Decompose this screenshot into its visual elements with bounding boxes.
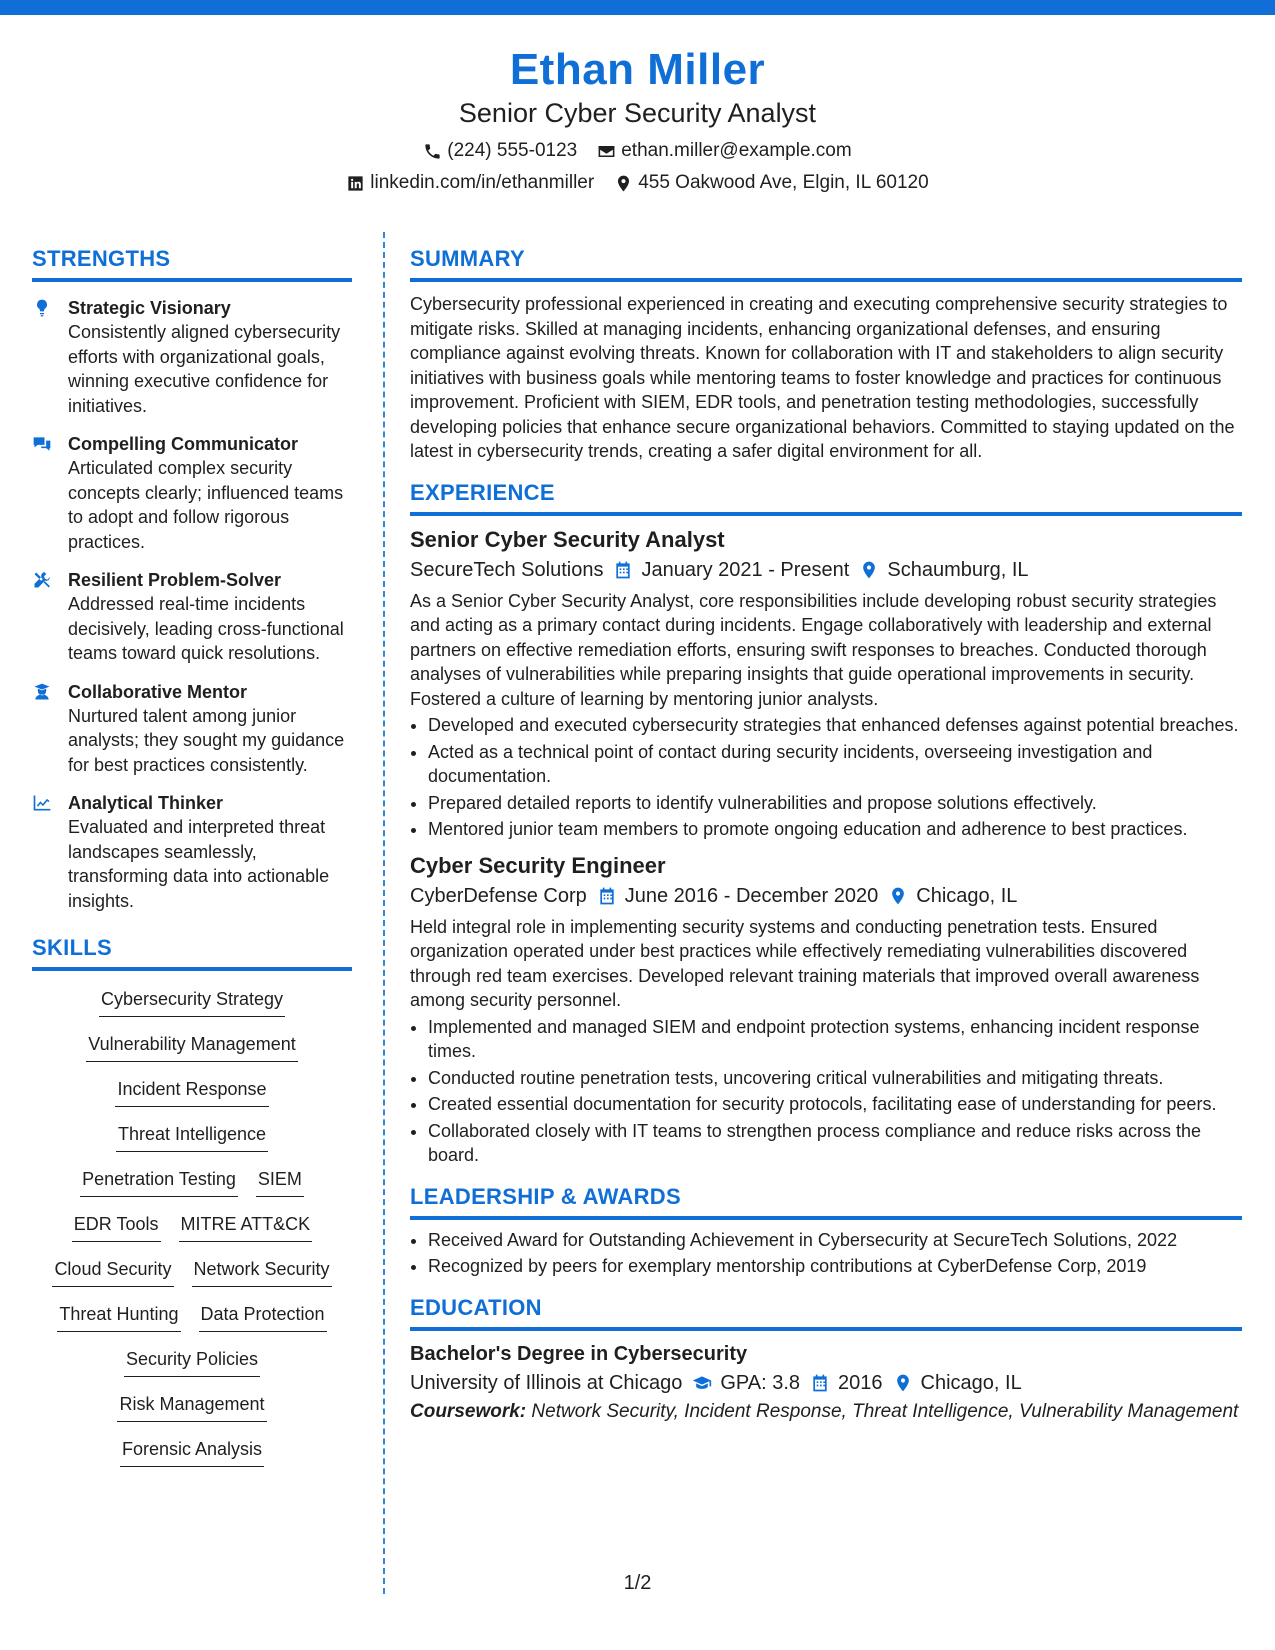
skill-tag: EDR Tools — [72, 1208, 161, 1242]
job-entry — [410, 526, 1242, 842]
list-item: • Developed and executed cybersecurity strategies that enhanced defenses against potential breaches. — [428, 713, 1242, 738]
job-entry — [410, 852, 1242, 1168]
coursework — [410, 1400, 1242, 1425]
job-description: Held integral role in implementing security systems and conducting penetration tests. Ensured organization operated under best practices while effectively remediating vulnerabilities discovered through red team exercises. Developed relevant training materials that improved overall awareness among security personnel. — [410, 916, 1200, 1010]
strength-item — [32, 568, 352, 666]
job-company: CyberDefense Corp — [410, 884, 587, 907]
chat-bubbles-icon — [32, 434, 52, 454]
education-meta — [410, 1370, 1242, 1396]
mentor-icon — [32, 682, 52, 702]
strength-desc: Nurtured talent among junior analysts; they sought my guidance for best practices consistently. — [68, 705, 345, 775]
list-item: • Implemented and managed SIEM and endpoint protection systems, enhancing incident response times. — [428, 1015, 1242, 1064]
candidate-title: Senior Cyber Security Analyst — [458, 98, 817, 128]
degree-title: Bachelor's Degree in Cybersecurity — [410, 1342, 748, 1365]
linkedin-text: linkedin.com/in/ethanmiller — [370, 172, 595, 193]
strength-desc: Consistently aligned cybersecurity efforts with organizational goals, winning executive confidence for initiatives. — [68, 322, 341, 416]
strength-title: Collaborative Mentor — [68, 681, 248, 702]
strength-item — [32, 791, 352, 913]
skills-list — [32, 983, 352, 1478]
email-text: ethan.miller@example.com — [621, 140, 852, 161]
strength-item — [32, 296, 352, 418]
strength-title: Strategic Visionary — [68, 298, 231, 318]
job-location: Schaumburg, IL — [887, 558, 1029, 581]
left-column — [32, 246, 352, 1478]
skill-tag: Threat Intelligence — [116, 1118, 268, 1152]
address-text: 455 Oakwood Ave, Elgin, IL 60120 — [638, 172, 929, 193]
graduation-cap-icon — [692, 1373, 712, 1393]
list-item: • Conducted routine penetration tests, uncovering critical vulnerabilities and mitigating threats. — [428, 1066, 1242, 1091]
job-title: Cyber Security Engineer — [410, 852, 666, 878]
skill-tag: Forensic Analysis — [120, 1433, 264, 1467]
job-meta — [410, 883, 1242, 909]
skill-tag: Data Protection — [199, 1298, 327, 1332]
right-column — [410, 246, 1242, 1424]
calendar-icon — [613, 560, 633, 580]
skill-tag: Cloud Security — [52, 1253, 173, 1287]
experience-heading: EXPERIENCE — [410, 480, 1242, 516]
skill-tag: Incident Response — [115, 1073, 268, 1107]
skill-tag: MITRE ATT&CK — [179, 1208, 313, 1242]
skill-tag: Cybersecurity Strategy — [99, 983, 285, 1017]
map-pin-icon — [859, 560, 879, 580]
school-location: Chicago, IL — [920, 1371, 1022, 1394]
coursework-label: Coursework: — [410, 1400, 527, 1422]
phone-contact[interactable] — [423, 139, 577, 163]
summary-text: Cybersecurity professional experienced in creating and executing comprehensive security strategies to mitigate risks. Skilled at managing incidents, enhancing organizational defenses, and ensuring compliance against evolving threats. Known for collaboration with IT and stakeholders to align security initiatives with business goals while mentoring teams to foster knowledge and practices for continuous improvement. Proficient with SIEM, EDR tools, and penetration testing methodologies, successfully developing policies that enhance secure organizational behaviors. Committed to staying updated on the latest in cybersecurity trends, creating a safer digital environment for all. — [410, 294, 1235, 461]
job-description: As a Senior Cyber Security Analyst, core responsibilities include developing robust security strategies and acting as a primary contact during incidents. Engage collaboratively with leadership and external partners on effective remediation efforts, ensuring swift responses to breaches. Conducted thorough analyses of vulnerabilities while preparing insights that guide operational improvements in security. Fostered a culture of learning by mentoring junior analysts. — [410, 590, 1217, 709]
skill-tag: Security Policies — [124, 1343, 260, 1377]
list-item: • Prepared detailed reports to identify vulnerabilities and propose solutions effectively. — [428, 791, 1242, 816]
strengths-heading: STRENGTHS — [32, 246, 352, 282]
lightbulb-icon — [32, 298, 52, 318]
email-contact[interactable] — [597, 139, 852, 163]
strength-item — [32, 680, 352, 778]
resume-header — [0, 44, 1275, 195]
contact-row-1 — [0, 139, 1275, 163]
linkedin-contact[interactable] — [346, 171, 594, 195]
skill-tag: Network Security — [192, 1253, 332, 1287]
envelope-icon — [597, 142, 616, 161]
strength-title: Compelling Communicator — [68, 434, 299, 454]
column-divider — [383, 232, 385, 1594]
school-name: University of Illinois at Chicago — [410, 1371, 683, 1394]
skills-heading: SKILLS — [32, 935, 352, 971]
job-dates: June 2016 - December 2020 — [624, 884, 879, 907]
job-dates: January 2021 - Present — [641, 558, 850, 581]
list-item: • Mentored junior team members to promote ongoing education and adherence to best practices. — [428, 817, 1242, 842]
address-contact — [614, 171, 929, 195]
job-location: Chicago, IL — [916, 884, 1018, 907]
list-item: • Acted as a technical point of contact during security incidents, overseeing investigation and documentation. — [428, 740, 1242, 789]
map-pin-icon — [888, 886, 908, 906]
candidate-name: Ethan Miller — [509, 45, 766, 94]
linkedin-icon — [346, 174, 365, 193]
leadership-list — [410, 1228, 1242, 1279]
job-bullets — [410, 713, 1242, 842]
strength-desc: Addressed real-time incidents decisively, leading cross-functional teams toward quick resolutions. — [68, 594, 344, 663]
leadership-heading: LEADERSHIP & AWARDS — [410, 1184, 1242, 1220]
job-bullets — [410, 1015, 1242, 1168]
graduation-year: 2016 — [838, 1371, 883, 1394]
list-item: • Collaborated closely with IT teams to strengthen process compliance and reduce risks across the board. — [428, 1119, 1242, 1168]
skill-tag: Threat Hunting — [57, 1298, 180, 1332]
calendar-icon — [597, 886, 617, 906]
job-company: SecureTech Solutions — [410, 558, 604, 581]
skill-tag: Penetration Testing — [80, 1163, 238, 1197]
top-accent-bar — [0, 0, 1275, 15]
strength-title: Analytical Thinker — [68, 793, 224, 813]
skill-tag: Vulnerability Management — [86, 1028, 297, 1062]
phone-icon — [423, 142, 442, 161]
chart-line-icon — [32, 793, 52, 813]
tools-icon — [32, 570, 52, 590]
phone-text: (224) 555-0123 — [447, 140, 578, 161]
strength-item — [32, 432, 352, 554]
list-item: • Created essential documentation for security protocols, facilitating ease of understanding for peers. — [428, 1092, 1242, 1117]
summary-heading: SUMMARY — [410, 246, 1242, 282]
calendar-icon — [810, 1373, 830, 1393]
strength-desc: Articulated complex security concepts clearly; influenced teams to adopt and follow rigorous practices. — [68, 458, 344, 552]
contact-row-2 — [0, 171, 1275, 195]
skill-tag: SIEM — [256, 1163, 304, 1197]
skill-tag: Risk Management — [117, 1388, 266, 1422]
list-item: • Received Award for Outstanding Achievement in Cybersecurity at SecureTech Solutions, 2022 — [428, 1228, 1242, 1253]
coursework-list: Network Security, Incident Response, Threat Intelligence, Vulnerability Management — [531, 1400, 1239, 1422]
map-pin-icon — [893, 1373, 913, 1393]
education-heading: EDUCATION — [410, 1295, 1242, 1331]
gpa-text: GPA: 3.8 — [720, 1371, 801, 1394]
list-item: • Recognized by peers for exemplary mentorship contributions at CyberDefense Corp, 2019 — [428, 1254, 1242, 1279]
page-number: 1/2 — [623, 1572, 652, 1594]
job-meta — [410, 557, 1242, 583]
strength-desc: Evaluated and interpreted threat landscapes seamlessly, transforming data into actionable insights. — [68, 817, 330, 911]
map-pin-icon — [614, 174, 633, 193]
job-title: Senior Cyber Security Analyst — [410, 526, 725, 552]
strength-title: Resilient Problem-Solver — [68, 570, 282, 590]
